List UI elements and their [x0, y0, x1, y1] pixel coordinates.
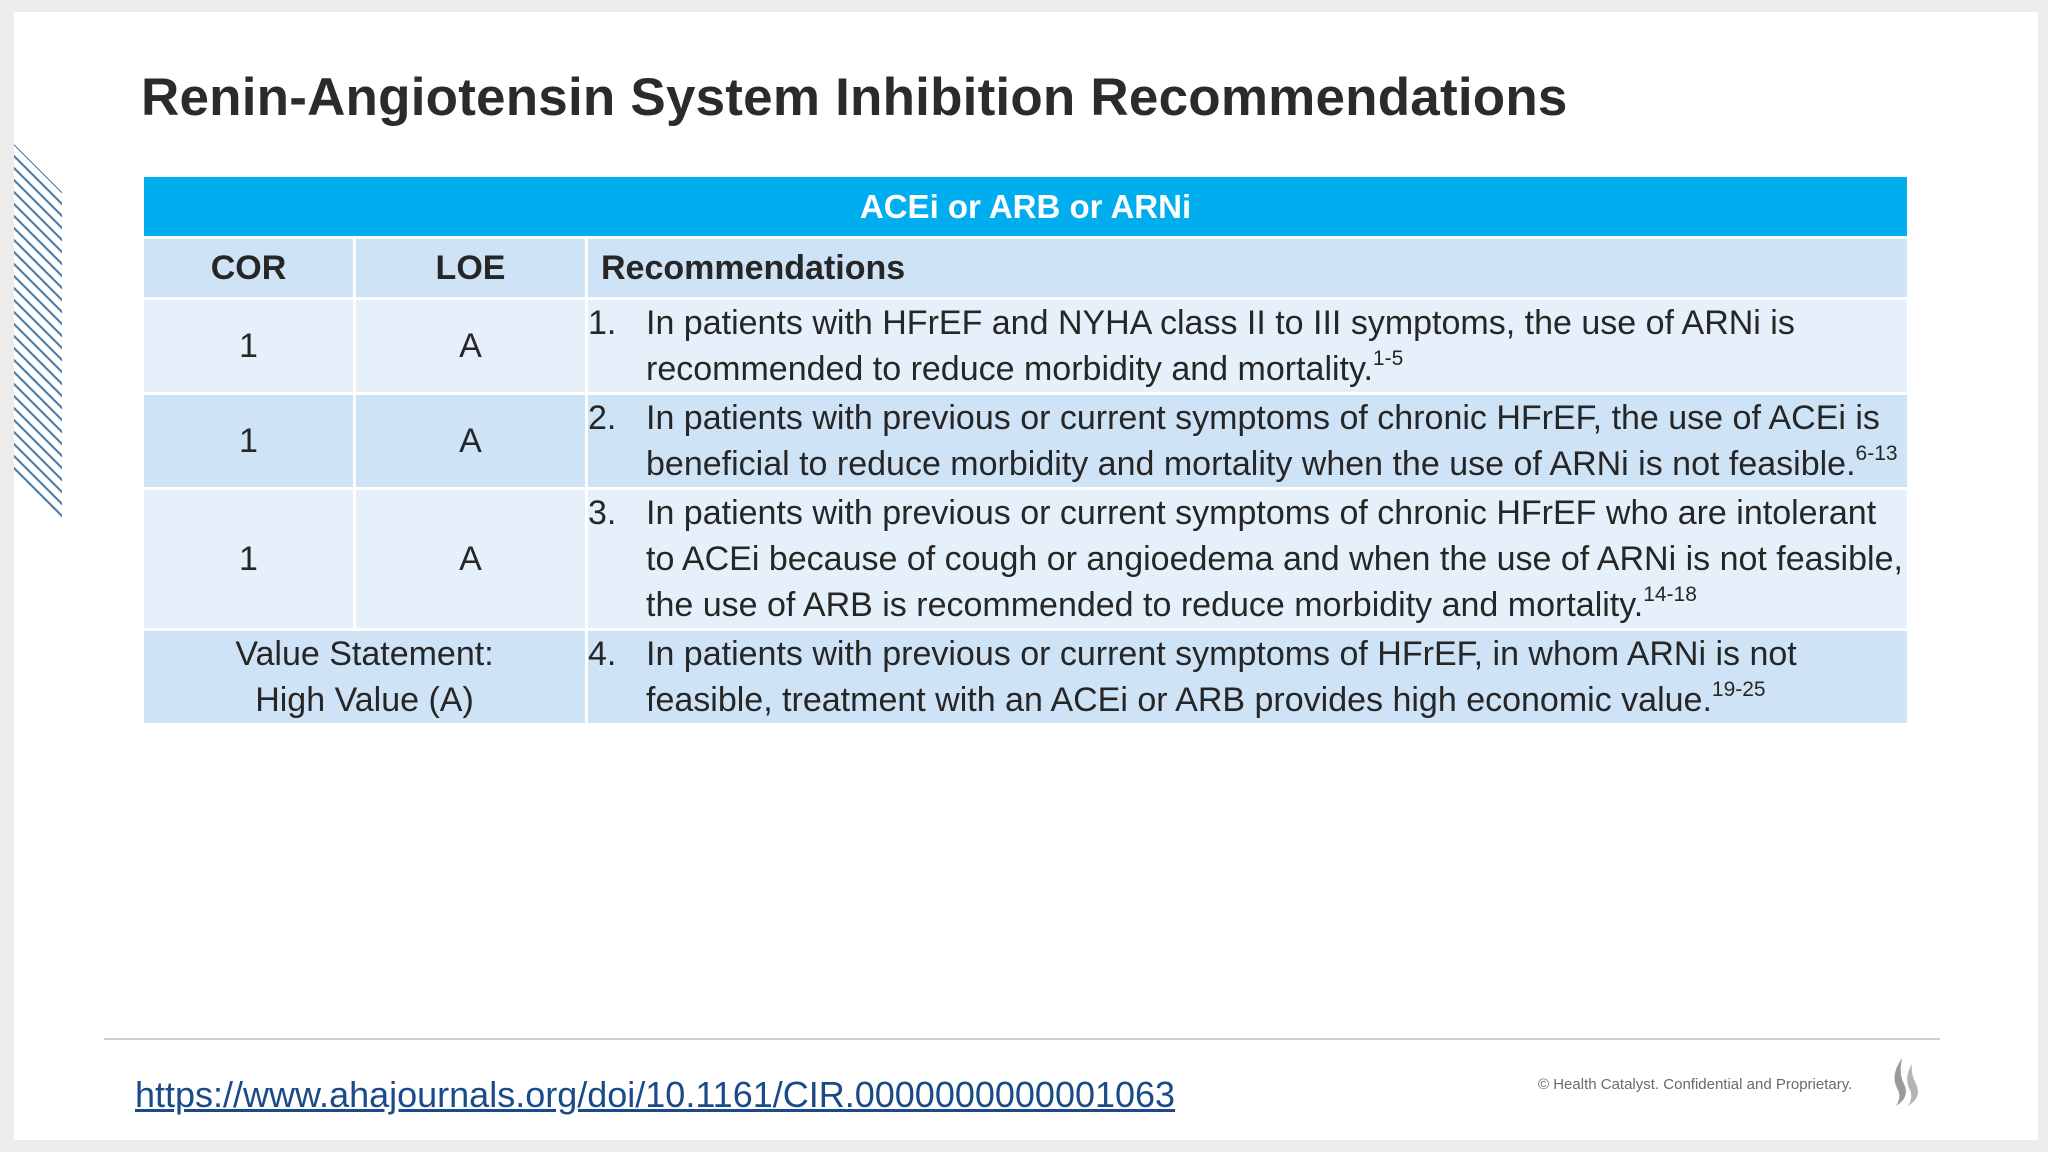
- recommendation-number: 4.: [588, 635, 617, 673]
- recommendation-text: In patients with HFrEF and NYHA class II to III symptoms, the use of ARNi is recommended to reduce morbidity and mortality.: [646, 304, 1795, 388]
- cor-cell: 1: [143, 394, 355, 489]
- recommendation-cell: [587, 394, 1909, 489]
- recommendations-table: [141, 174, 1910, 726]
- table-row: [143, 489, 1909, 630]
- table-group-header: ACEi or ARB or ARNi: [143, 176, 1909, 238]
- recommendation-cell: [587, 630, 1909, 725]
- cor-cell: 1: [143, 299, 355, 394]
- recommendation-cell: [587, 489, 1909, 630]
- column-header-cor: COR: [143, 238, 355, 299]
- recommendation-text: In patients with previous or current symptoms of chronic HFrEF who are intolerant to ACEi because of cough or angioedema and when the use of ARNi is not feasible, the use of ARB is recommended to reduce morbidity and mortality.: [646, 494, 1903, 624]
- recommendation-number: 2.: [588, 399, 617, 437]
- health-catalyst-flame-logo: [1888, 1056, 1922, 1108]
- recommendation-number: 3.: [588, 494, 617, 532]
- value-statement-label: Value Statement:: [235, 635, 494, 673]
- source-link[interactable]: https://www.ahajournals.org/doi/10.1161/CIR.0000000000001063: [135, 1074, 1176, 1115]
- recommendation-text: In patients with previous or current symptoms of chronic HFrEF, the use of ACEi is beneficial to reduce morbidity and mortality when the use of ARNi is not feasible.: [646, 399, 1880, 483]
- table-row-value-statement: [143, 630, 1909, 725]
- reference-superscript: 19-25: [1711, 678, 1766, 701]
- recommendation-cell: [587, 299, 1909, 394]
- loe-cell: A: [355, 394, 587, 489]
- cor-cell: 1: [143, 489, 355, 630]
- value-statement-level: High Value (A): [255, 681, 474, 719]
- reference-superscript: 6-13: [1855, 442, 1898, 465]
- table-row: [143, 394, 1909, 489]
- recommendation-number: 1.: [588, 304, 617, 342]
- table-column-header-row: [143, 238, 1909, 299]
- column-header-loe: LOE: [355, 238, 587, 299]
- loe-cell: A: [355, 489, 587, 630]
- diagonal-stripes-decoration: [14, 144, 62, 524]
- table-row: [143, 299, 1909, 394]
- loe-cell: A: [355, 299, 587, 394]
- column-header-recommendations: Recommendations: [587, 238, 1909, 299]
- table-group-header-row: [143, 176, 1909, 238]
- reference-superscript: 14-18: [1643, 583, 1697, 606]
- recommendation-text: In patients with previous or current symptoms of HFrEF, in whom ARNi is not feasible, treatment with an ACEi or ARB provides high economic value.: [646, 635, 1797, 719]
- reference-superscript: 1-5: [1372, 347, 1404, 370]
- footer-divider: [104, 1038, 1940, 1040]
- page-title: Renin-Angiotensin System Inhibition Recommendations: [141, 68, 1568, 127]
- value-statement-cell: [143, 630, 587, 725]
- slide: [14, 12, 2038, 1140]
- copyright-notice: © Health Catalyst. Confidential and Proprietary.: [1538, 1076, 1853, 1093]
